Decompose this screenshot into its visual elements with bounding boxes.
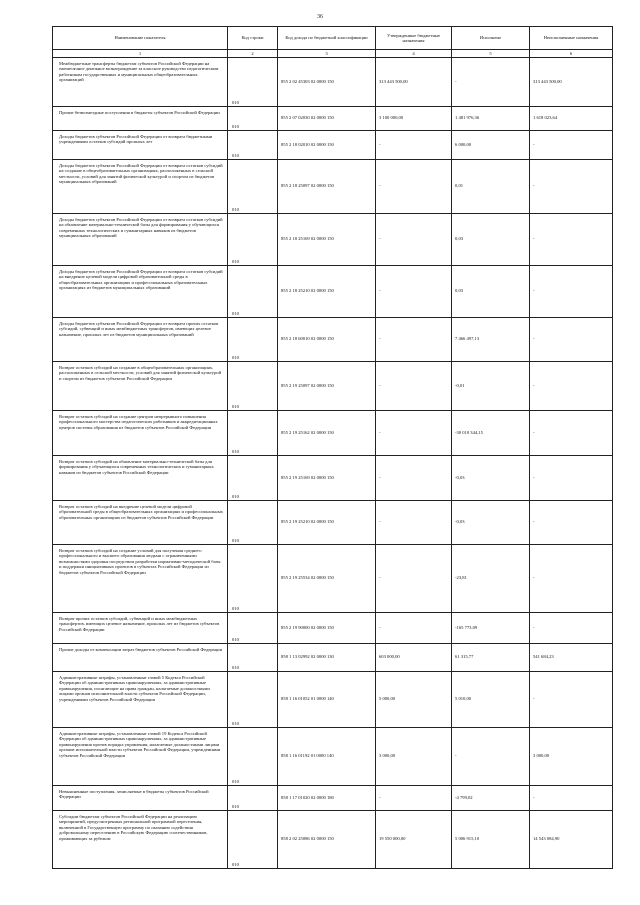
row-class-code: 855 2 19 25169 02 0000 150 xyxy=(278,455,376,500)
row-class-code: 855 2 02 45303 02 0000 150 xyxy=(278,57,376,106)
row-name: Доходы бюджетов субъектов Российской Федерации от возврата остатков субсидий на обновление материально-технической базы для формирования у обучающихся современных технологических и гуманитарных навыков из бюджетов муниципальных образований xyxy=(53,213,228,265)
row-executed: -0,03 xyxy=(452,500,530,544)
row-unexecuted: - xyxy=(530,612,613,643)
row-approved: - xyxy=(376,455,452,500)
row-approved: 3 100 000,00 xyxy=(376,106,452,130)
row-line-code: 010 xyxy=(228,265,278,317)
row-approved: - xyxy=(376,130,452,159)
row-approved: - xyxy=(376,612,452,643)
col-number: 1 xyxy=(53,50,228,58)
row-line-code: 010 xyxy=(228,500,278,544)
header-name: Наименование показателя xyxy=(53,27,228,50)
row-class-code: 855 2 19 25534 02 0000 150 xyxy=(278,544,376,612)
row-unexecuted: - xyxy=(530,265,613,317)
row-unexecuted: - xyxy=(530,671,613,727)
row-unexecuted: - xyxy=(530,544,613,612)
row-name: Возврат остатков субсидий на создание в общеобразовательных организациях, расположенных в сельской местности, условий для занятий физической культурой и спортом из бюджетов субъектов Российской Федерации xyxy=(53,361,228,410)
row-executed: 61 315,77 xyxy=(452,643,530,671)
table-row xyxy=(53,671,613,727)
col-number: 6 xyxy=(530,50,613,58)
row-name: Межбюджетные трансферты бюджетам субъектов Российской Федерации на ежемесячное денежное вознаграждение за классное руководство педагогическим работникам государственных и муниципальных общеобразовательных организаций xyxy=(53,57,228,106)
row-approved: - xyxy=(376,265,452,317)
row-unexecuted: 1 618 023,64 xyxy=(530,106,613,130)
row-line-code: 010 xyxy=(228,643,278,671)
row-name: Прочие доходы от компенсации затрат бюджетов субъектов Российской Федерации xyxy=(53,643,228,671)
row-approved: - xyxy=(376,785,452,810)
table-row xyxy=(53,643,613,671)
row-line-code: 010 xyxy=(228,159,278,213)
row-line-code: 010 xyxy=(228,213,278,265)
row-name: Административные штрафы, установленные главой 5 Кодекса Российской Федерации об административных правонарушениях, за административные правонарушения, посягающие на права граждан, налагаемые должностными лицами органов исполнительной власти субъектов Российской Федерации, учреждениями субъектов Российской Федерации xyxy=(53,671,228,727)
row-line-code: 010 xyxy=(228,130,278,159)
row-class-code: 855 2 19 25097 02 0000 150 xyxy=(278,361,376,410)
row-line-code: 010 xyxy=(228,727,278,785)
col-number: 4 xyxy=(376,50,452,58)
row-name: Прочие безвозмездные поступления в бюджеты субъектов Российской Федерации xyxy=(53,106,228,130)
row-executed: 0,03 xyxy=(452,265,530,317)
row-unexecuted: - xyxy=(530,410,613,455)
row-name: Возврат остатков субсидий на создание центров непрерывного повышения профессионального мастерства педагогических работников и аккредитационных центров системы образования из бюджетов субъектов Российской Федерации xyxy=(53,410,228,455)
row-unexecuted: - xyxy=(530,213,613,265)
row-name: Доходы бюджетов субъектов Российской Федерации от возврата бюджетными учреждениями остатков субсидий прошлых лет xyxy=(53,130,228,159)
row-class-code: 855 2 19 25210 02 0000 150 xyxy=(278,500,376,544)
row-class-code: 855 2 19 25162 02 0000 150 xyxy=(278,410,376,455)
row-class-code: 858 1 16 01052 01 0000 140 xyxy=(278,671,376,727)
row-name: Возврат остатков субсидий на обновление материально-технической базы для формирования у обучающихся современных технологических и гуманитарных навыков из бюджетов субъектов Российской Федерации xyxy=(53,455,228,500)
table-body xyxy=(53,57,613,868)
row-approved: 603 000,00 xyxy=(376,643,452,671)
row-line-code: 010 xyxy=(228,671,278,727)
row-unexecuted: - xyxy=(530,785,613,810)
row-executed: 1 481 976,36 xyxy=(452,106,530,130)
header-class-code: Код дохода по бюджетной классификации xyxy=(278,27,376,50)
row-name: Административные штрафы, установленные главой 19 Кодекса Российской Федерации об административных правонарушениях, за административные правонарушения против порядка управления, налагаемые должностными лицами органов исполнительной власти субъектов Российской Федерации, учреждениями субъектов Российской Федерации xyxy=(53,727,228,785)
row-executed: -0,03 xyxy=(452,455,530,500)
row-name: Возврат остатков субсидий на создание условий для получения среднего профессионального и высшего образования людьми с ограниченными возможностями здоровья посредством разработки нормативно-методической базы и поддержки инициативных проектов в субъектах Российской Федерации из бюджетов субъектов Российской Федерации xyxy=(53,544,228,612)
col-number: 5 xyxy=(452,50,530,58)
row-class-code: 855 2 18 02010 02 0000 150 xyxy=(278,130,376,159)
row-name: Доходы бюджетов субъектов Российской Федерации от возврата прочих остатков субсидий, субвенций и иных межбюджетных трансфертов, имеющих целевое назначение, прошлых лет из бюджетов муниципальных образований xyxy=(53,317,228,361)
row-unexecuted: - xyxy=(530,455,613,500)
row-unexecuted: - xyxy=(530,361,613,410)
row-line-code: 010 xyxy=(228,106,278,130)
row-approved: 313 443 500,00 xyxy=(376,57,452,106)
row-class-code: 855 2 18 25210 02 0000 150 xyxy=(278,265,376,317)
table-row xyxy=(53,785,613,810)
row-unexecuted: 313 443 500,00 xyxy=(530,57,613,106)
header-line-code: Код строки xyxy=(228,27,278,50)
header-executed: Исполнено xyxy=(452,27,530,50)
row-unexecuted: - xyxy=(530,500,613,544)
row-executed: 7 466 497,13 xyxy=(452,317,530,361)
table-row xyxy=(53,361,613,410)
revenue-table xyxy=(52,26,613,869)
column-numbers-row xyxy=(53,50,613,58)
table-header-row xyxy=(53,27,613,50)
table-row xyxy=(53,544,613,612)
table-row xyxy=(53,317,613,361)
table-row xyxy=(53,410,613,455)
row-executed: 5 006 915,10 xyxy=(452,810,530,868)
row-class-code: 858 1 13 02992 02 0000 130 xyxy=(278,643,376,671)
row-approved: 19 550 000,00 xyxy=(376,810,452,868)
table-row xyxy=(53,727,613,785)
row-executed: -23,81 xyxy=(452,544,530,612)
table-row xyxy=(53,265,613,317)
row-executed: -30 010 344,15 xyxy=(452,410,530,455)
row-class-code: 855 2 18 25169 02 0000 150 xyxy=(278,213,376,265)
row-unexecuted: - xyxy=(530,317,613,361)
table-row xyxy=(53,810,613,868)
row-approved: - xyxy=(376,317,452,361)
row-line-code: 010 xyxy=(228,810,278,868)
row-approved: - xyxy=(376,159,452,213)
row-name: Возврат прочих остатков субсидий, субвенций и иных межбюджетных трансфертов, имеющих целевое назначение, прошлых лет из бюджетов субъектов Российской Федерации xyxy=(53,612,228,643)
row-line-code: 010 xyxy=(228,455,278,500)
table-row xyxy=(53,455,613,500)
col-number: 3 xyxy=(278,50,376,58)
row-approved: - xyxy=(376,500,452,544)
row-line-code: 010 xyxy=(228,57,278,106)
row-approved: 5 000,00 xyxy=(376,671,452,727)
row-executed: 5 010,00 xyxy=(452,671,530,727)
row-class-code: 858 1 16 01192 01 0000 140 xyxy=(278,727,376,785)
row-name: Возврат остатков субсидий на внедрение целевой модели цифровой образовательной среды в общеобразовательных организациях и профессиональных образовательных организациях из бюджетов субъектов Российской Федерации xyxy=(53,500,228,544)
row-class-code: 855 2 19 90000 02 0000 150 xyxy=(278,612,376,643)
row-name: Невыясненные поступления, зачисляемые в бюджеты субъектов Российской Федерации xyxy=(53,785,228,810)
row-line-code: 010 xyxy=(228,410,278,455)
table-row xyxy=(53,106,613,130)
row-approved: - xyxy=(376,410,452,455)
row-unexecuted: 14 543 084,90 xyxy=(530,810,613,868)
row-executed: 6 000,00 xyxy=(452,130,530,159)
row-executed: - xyxy=(452,57,530,106)
row-executed: -0,01 xyxy=(452,361,530,410)
page-number: 36 xyxy=(317,14,323,20)
col-number: 2 xyxy=(228,50,278,58)
row-class-code: 858 2 02 25086 02 0000 150 xyxy=(278,810,376,868)
row-name: Доходы бюджетов субъектов Российской Федерации от возврата остатков субсидий на внедрение целевой модели цифровой образовательной среды в общеобразовательных организациях и профессиональных образовательных организациях из бюджетов муниципальных образований xyxy=(53,265,228,317)
table-row xyxy=(53,612,613,643)
header-unexecuted: Неисполненные назначения xyxy=(530,27,613,50)
row-name: Субсидии бюджетам субъектов Российской Федерации на реализацию мероприятий, предусмотренных региональной программой переселения, включенной в Государственную программу по оказанию содействия добровольному переселению в Российскую Федерацию соотечественников, проживающих за рубежом xyxy=(53,810,228,868)
row-unexecuted: 3 000,00 xyxy=(530,727,613,785)
row-name: Доходы бюджетов субъектов Российской Федерации от возврата остатков субсидий на создание в общеобразовательных организациях, расположенных в сельской местности, условий для занятий физической культурой и спортом из бюджетов муниципальных образований xyxy=(53,159,228,213)
row-line-code: 010 xyxy=(228,317,278,361)
table-row xyxy=(53,57,613,106)
row-class-code: 855 2 18 60010 02 0000 150 xyxy=(278,317,376,361)
row-line-code: 010 xyxy=(228,544,278,612)
table-row xyxy=(53,213,613,265)
row-approved: - xyxy=(376,361,452,410)
row-class-code: 855 2 18 25097 02 0000 150 xyxy=(278,159,376,213)
row-line-code: 010 xyxy=(228,612,278,643)
row-approved: - xyxy=(376,213,452,265)
row-approved: - xyxy=(376,544,452,612)
row-executed: -165 773,09 xyxy=(452,612,530,643)
row-approved: 3 000,00 xyxy=(376,727,452,785)
row-line-code: 010 xyxy=(228,785,278,810)
row-executed: - xyxy=(452,727,530,785)
row-unexecuted: 541 684,23 xyxy=(530,643,613,671)
row-executed: -4 799,02 xyxy=(452,785,530,810)
row-unexecuted: - xyxy=(530,130,613,159)
table-row xyxy=(53,500,613,544)
row-unexecuted: - xyxy=(530,159,613,213)
table-row xyxy=(53,130,613,159)
row-class-code: 855 2 07 02030 02 0000 150 xyxy=(278,106,376,130)
table-row xyxy=(53,159,613,213)
row-executed: 0,01 xyxy=(452,159,530,213)
row-line-code: 010 xyxy=(228,361,278,410)
row-executed: 0,03 xyxy=(452,213,530,265)
row-class-code: 858 1 17 01020 02 0000 180 xyxy=(278,785,376,810)
header-approved: Утвержденные бюджетные назначения xyxy=(376,27,452,50)
